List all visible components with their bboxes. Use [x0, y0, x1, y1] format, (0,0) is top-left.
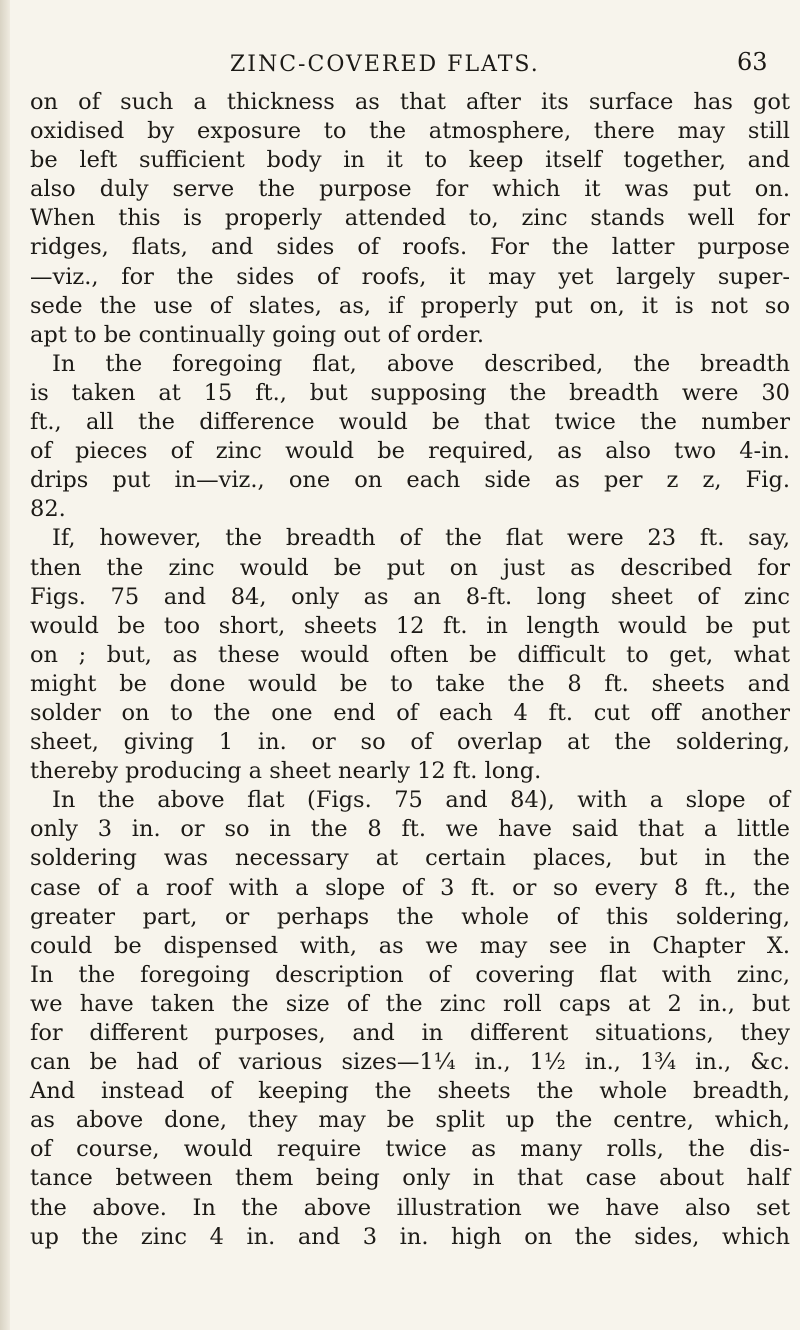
text-line: be left sufficient body in it to keep itself together, and: [30, 147, 790, 174]
text-line: of pieces of zinc would be required, as also two 4-in.: [30, 438, 790, 465]
text-line: greater part, or perhaps the whole of this soldering,: [30, 903, 790, 930]
text-line: And instead of keeping the sheets the whole breadth,: [30, 1078, 790, 1105]
text-line: tance between them being only in that case about half: [30, 1165, 790, 1192]
text-line: up the zinc 4 in. and 3 in. high on the sides, which: [30, 1223, 790, 1250]
text-line: ft., all the difference would be that twice the number: [30, 409, 790, 436]
text-line: is taken at 15 ft., but supposing the breadth were 30: [30, 379, 790, 406]
text-line: could be dispensed with, as we may see in Chapter X.: [30, 932, 790, 959]
running-title: ZINC-COVERED FLATS.: [230, 52, 540, 77]
text-line: can be had of various sizes—1¼ in., 1½ in., 1¾ in., &c.: [30, 1049, 790, 1076]
text-line: 82.: [30, 496, 66, 523]
text-line: on of such a thickness as that after its surface has got: [30, 89, 790, 115]
text-line: soldering was necessary at certain places, but in the: [30, 845, 790, 872]
text-line: apt to be continually going out of order.: [30, 321, 485, 348]
text-line: for different purposes, and in different situations, they: [30, 1020, 790, 1046]
text-line: the above. In the above illustration we have also set: [30, 1194, 790, 1221]
text-line: sheet, giving 1 in. or so of overlap at the soldering,: [30, 729, 790, 756]
text-line: ridges, flats, and sides of roofs. For the latter purpose: [30, 234, 790, 261]
text-line: of course, would require twice as many rolls, the dis-: [30, 1136, 790, 1163]
text-line: also duly serve the purpose for which it was put on.: [30, 176, 790, 203]
text-line: solder on to the one end of each 4 ft. cut off another: [30, 699, 790, 726]
text-line: When this is properly attended to, zinc stands well for: [30, 205, 790, 232]
page-number: 63: [737, 48, 768, 76]
text-line: would be too short, sheets 12 ft. in length would be put: [30, 612, 790, 639]
text-line: only 3 in. or so in the 8 ft. we have said that a little: [30, 816, 790, 843]
text-line: oxidised by exposure to the atmosphere, there may still: [30, 118, 790, 145]
text-line: If, however, the breadth of the flat were 23 ft. say,: [52, 525, 790, 552]
text-line: we have taken the size of the zinc roll caps at 2 in., but: [30, 990, 790, 1017]
text-line: In the foregoing description of covering flat with zinc,: [30, 961, 790, 988]
page-header: [0, 42, 800, 82]
text-line: Figs. 75 and 84, only as an 8-ft. long sheet of zinc: [30, 583, 790, 610]
text-line: drips put in—viz., one on each side as per z z, Fig.: [30, 467, 790, 494]
text-line: In the foregoing flat, above described, the breadth: [52, 350, 790, 377]
binding-edge: [0, 0, 10, 1330]
text-line: as above done, they may be split up the centre, which,: [30, 1107, 790, 1134]
text-line: then the zinc would be put on just as described for: [30, 554, 790, 581]
text-line: —viz., for the sides of roofs, it may yet largely super-: [30, 263, 790, 290]
body-text: [30, 88, 790, 1252]
text-line: thereby producing a sheet nearly 12 ft. long.: [30, 758, 542, 785]
text-line: case of a roof with a slope of 3 ft. or so every 8 ft., the: [30, 874, 790, 901]
text-line: on ; but, as these would often be difficult to get, what: [30, 641, 790, 668]
text-line: sede the use of slates, as, if properly put on, it is not so: [30, 292, 790, 319]
text-line: might be done would be to take the 8 ft. sheets and: [30, 670, 790, 697]
text-line: In the above flat (Figs. 75 and 84), with a slope of: [52, 787, 790, 814]
